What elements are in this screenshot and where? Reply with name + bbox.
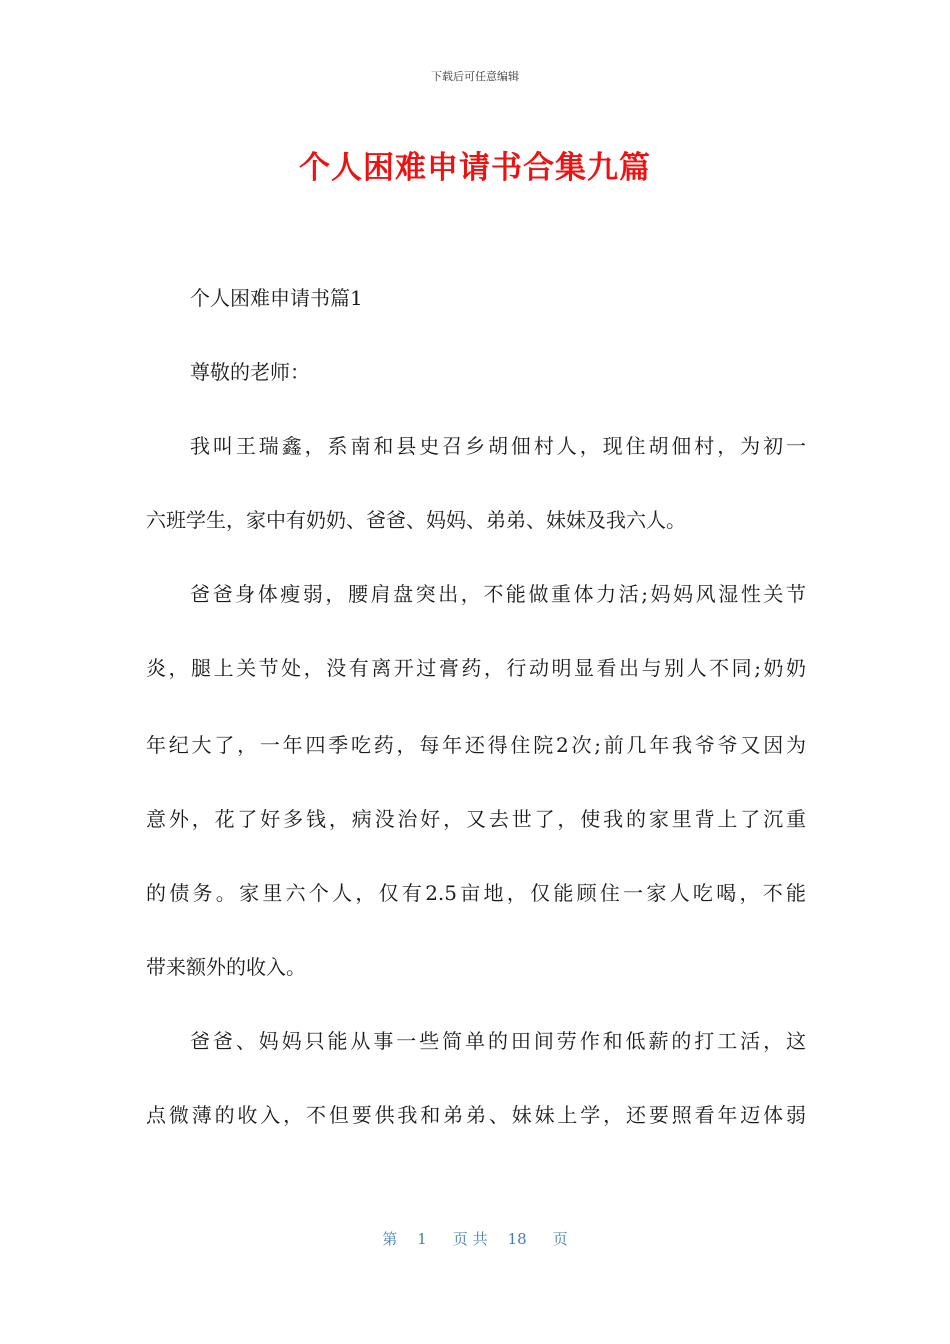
paragraph-line: 炎，腿上关节处，没有离开过膏药，行动明显看出与别人不同;奶奶 [146,656,806,680]
page-label-mid: 页 共 [452,1230,488,1248]
paragraph-line: 点微薄的收入，不但要供我和弟弟、妹妹上学，还要照看年迈体弱 [146,1103,806,1127]
paragraph-line: 我叫王瑞鑫，系南和县史召乡胡佃村人，现住胡佃村，为初一 [190,434,806,458]
salutation: 尊敬的老师： [190,360,310,384]
page-footer [0,1228,950,1249]
document-title: 个人困难申请书合集九篇 [299,150,651,186]
paragraph-line: 带来额外的收入。 [146,955,306,979]
paragraph-line: 爸爸身体瘦弱，腰肩盘突出，不能做重体力活;妈妈风湿性关节 [190,582,806,606]
header-note: 下载后可任意编辑 [431,70,519,83]
paragraph-line: 的债务。家里六个人，仅有2.5亩地，仅能顾住一家人吃喝，不能 [146,881,806,905]
page-total: 18 [507,1230,527,1248]
page-label-pre: 第 [382,1230,398,1248]
paragraph-line: 年纪大了，一年四季吃药，每年还得住院2次;前几年我爷爷又因为 [146,733,806,757]
paragraph-line: 爸爸、妈妈只能从事一些简单的田间劳作和低薪的打工活，这 [190,1029,806,1053]
page-label-post: 页 [552,1230,568,1248]
paragraph-line: 六班学生，家中有奶奶、爸爸、妈妈、弟弟、妹妹及我六人。 [146,508,686,532]
section-heading: 个人困难申请书篇1 [190,286,363,310]
paragraph-line: 意外，花了好多钱，病没治好，又去世了，使我的家里背上了沉重 [146,807,806,831]
page-current: 1 [417,1230,427,1248]
